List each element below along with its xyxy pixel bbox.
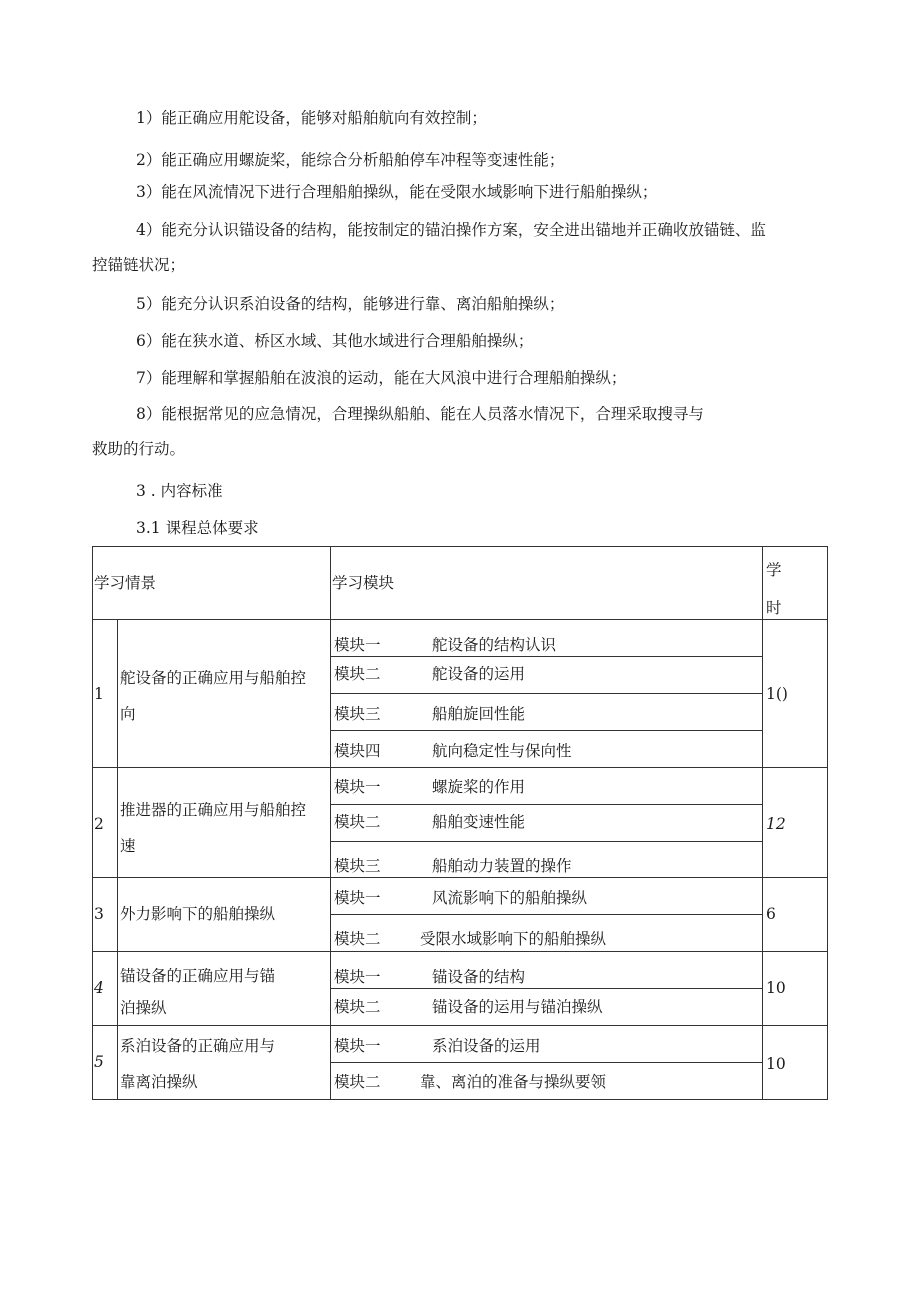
objective-8: 8）能根据常见的应急情况，合理操纵船舶、能在人员落水情况下，合理采取搜寻与 [136, 405, 704, 423]
group-title-cont: 泊操纵 [120, 999, 167, 1017]
group-number: 3 [94, 905, 104, 923]
header-module: 学习模块 [332, 574, 395, 592]
group-title: 系泊设备的正确应用与 [120, 1037, 276, 1055]
group-title: 外力影响下的船舶操纵 [120, 905, 276, 923]
objective-7: 7）能理解和掌握船舶在波浪的运动，能在大风浪中进行合理船舶操纵； [136, 369, 627, 387]
module-label: 模块二 [334, 813, 381, 831]
group-hours: 1() [766, 685, 788, 703]
group-number: 2 [94, 815, 104, 833]
module-name: 系泊设备的运用 [432, 1037, 541, 1055]
module-name: 锚设备的结构 [432, 968, 526, 986]
group-hours: 6 [766, 905, 776, 923]
module-label: 模块四 [334, 742, 381, 760]
module-name: 螺旋桨的作用 [432, 778, 526, 796]
group-number: 4 [94, 979, 104, 997]
module-name: 靠、离泊的准备与操纵要领 [420, 1073, 607, 1091]
section-heading: 3 . 内容标准 [136, 482, 223, 500]
header-hours-2: 时 [766, 599, 782, 617]
module-label: 模块二 [334, 665, 381, 683]
module-name: 舵设备的结构认识 [432, 636, 557, 654]
group-title-cont: 速 [120, 837, 136, 855]
objective-5: 5）能充分认识系泊设备的结构，能够进行靠、离泊船舶操纵； [136, 295, 565, 313]
group-title: 锚设备的正确应用与锚 [120, 967, 276, 985]
module-label: 模块一 [334, 968, 381, 986]
module-name: 锚设备的运用与锚泊操纵 [432, 998, 603, 1016]
group-title: 推进器的正确应用与船舶控 [120, 801, 307, 819]
objective-4-cont: 控锚链状况； [92, 256, 186, 274]
group-hours: 10 [766, 979, 786, 997]
course-requirements-table [92, 546, 828, 1100]
subsection-heading: 3.1 课程总体要求 [136, 519, 259, 537]
objective-1: 1）能正确应用舵设备，能够对船舶航向有效控制； [136, 109, 487, 127]
module-name: 船舶旋回性能 [432, 705, 526, 723]
module-label: 模块三 [334, 705, 381, 723]
objective-2: 2）能正确应用螺旋桨，能综合分析船舶停车冲程等变速性能； [136, 151, 565, 169]
module-label: 模块二 [334, 1073, 381, 1091]
module-label: 模块一 [334, 636, 381, 654]
group-title: 舵设备的正确应用与船舶控 [120, 669, 307, 687]
module-name: 风流影响下的船舶操纵 [432, 889, 588, 907]
module-label: 模块三 [334, 857, 381, 875]
module-label: 模块一 [334, 778, 381, 796]
group-number: 1 [94, 685, 104, 703]
group-hours: 12 [766, 815, 786, 833]
objective-4: 4）能充分认识锚设备的结构，能按制定的锚泊操作方案，安全进出锚地并正确收放锚链、监 [136, 221, 766, 239]
objective-8-cont: 救助的行动。 [92, 440, 186, 458]
module-label: 模块二 [334, 930, 381, 948]
header-situation: 学习情景 [94, 574, 157, 592]
objective-3: 3）能在风流情况下进行合理船舶操纵，能在受限水域影响下进行船舶操纵； [136, 183, 658, 201]
group-title-cont: 靠离泊操纵 [120, 1073, 198, 1091]
module-name: 船舶变速性能 [432, 813, 526, 831]
module-label: 模块二 [334, 998, 381, 1016]
group-hours: 10 [766, 1055, 786, 1073]
group-title-cont: 向 [120, 705, 136, 723]
header-hours-1: 学 [766, 561, 782, 579]
group-number: 5 [94, 1053, 104, 1071]
module-name: 船舶动力装置的操作 [432, 857, 572, 875]
module-label: 模块一 [334, 1037, 381, 1055]
module-name: 受限水域影响下的船舶操纵 [420, 930, 607, 948]
module-name: 舵设备的运用 [432, 665, 526, 683]
module-name: 航向稳定性与保向性 [432, 742, 572, 760]
objective-6: 6）能在狭水道、桥区水域、其他水域进行合理船舶操纵； [136, 332, 534, 350]
module-label: 模块一 [334, 889, 381, 907]
